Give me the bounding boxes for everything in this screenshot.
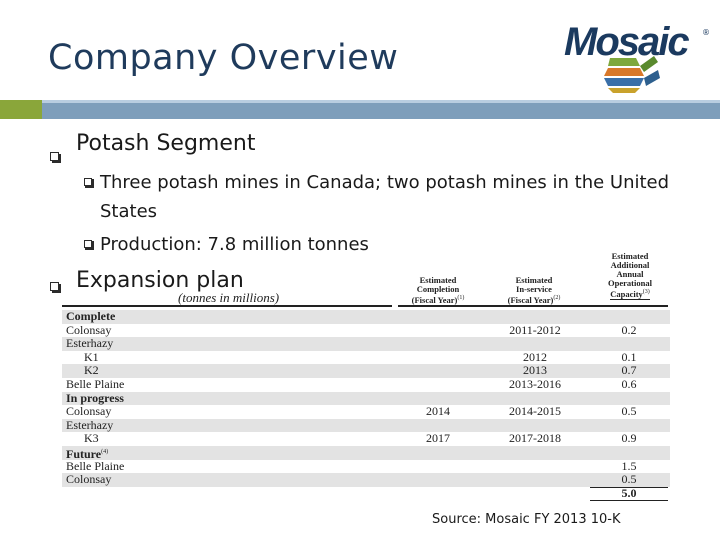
table-units-label: (tonnes in millions) (178, 290, 280, 305)
cell-in-service: 2013 (523, 363, 547, 378)
cell-project: Future$^{(4)}$ (66, 447, 109, 461)
table-row (62, 405, 670, 419)
cell-in-service: 2013-2016 (509, 377, 561, 391)
cell-capacity: 0.9 (621, 431, 637, 446)
cell-project: Esterhazy (66, 417, 114, 432)
table-row (62, 392, 670, 406)
sub-bullet-square-icon (84, 240, 92, 248)
bullet-square-icon (50, 152, 59, 161)
table-row (62, 432, 670, 446)
sub-bullet-square-icon (84, 178, 92, 186)
cell-project: K1 (84, 349, 99, 364)
cell-project: Esterhazy (66, 336, 114, 351)
cell-project: Colonsay (66, 322, 112, 337)
source-note: Source: Mosaic FY 2013 10-K (432, 512, 621, 527)
logo-registered-mark: ® (702, 28, 710, 37)
cell-in-service: 2014-2015 (509, 404, 561, 419)
cell-project: K3 (84, 431, 99, 446)
expansion-table (62, 252, 670, 512)
cell-project: Colonsay (66, 404, 112, 419)
bullet-expansion-plan: Expansion plan (76, 268, 244, 293)
cell-completion: 2017 (426, 431, 450, 446)
cell-project: K2 (84, 363, 99, 378)
cell-project: Belle Plaine (66, 377, 125, 391)
cell-capacity: 5.0 (621, 485, 637, 500)
table-row (62, 337, 670, 351)
cell-capacity: 1.5 (621, 458, 637, 473)
col-header-completion: Estimated Completion (Fiscal Year)$^{(1)}$ (411, 275, 465, 305)
total-bottom-rule (590, 500, 668, 501)
table-row (62, 310, 670, 324)
table-row (62, 460, 670, 474)
bullet-square-icon (50, 282, 59, 291)
table-row (62, 364, 670, 378)
cell-project: Belle Plaine (66, 458, 125, 473)
table-header-rule-right (398, 305, 668, 307)
cell-in-service: 2017-2018 (509, 431, 561, 446)
table-row (62, 378, 670, 392)
col-header-capacity: Estimated Additional Annual Operational Capacity$^{(3)}$ (608, 251, 652, 299)
cell-in-service: 2012 (523, 349, 547, 364)
slide-title: Company Overview (48, 38, 399, 78)
table-row (62, 446, 670, 460)
cell-capacity: 0.5 (621, 472, 637, 487)
table-header-rule (62, 305, 392, 307)
cell-footnote-mark: (4) (101, 449, 109, 455)
cell-capacity: 0.6 (621, 377, 637, 391)
cell-in-service: 2011-2012 (509, 322, 561, 337)
logo-wordmark: Mosaic (564, 20, 688, 64)
cell-completion: 2014 (426, 404, 450, 419)
table-row (62, 473, 670, 487)
sub-bullet-mines-line1: Three potash mines in Canada; two potash mines in the United (100, 172, 670, 193)
cell-capacity: 0.5 (621, 404, 637, 419)
cell-project: Complete (66, 309, 116, 323)
header-divider-bar (42, 100, 720, 119)
table-row (62, 419, 670, 433)
table-row (62, 351, 670, 365)
col-header-in-service: Estimated In-service (Fiscal Year)$^{(2)}$ (507, 275, 561, 305)
cell-capacity: 0.1 (621, 349, 637, 364)
cell-capacity: 0.2 (621, 322, 637, 337)
sub-bullet-mines-line2: States (100, 201, 158, 222)
cell-project: Colonsay (66, 472, 112, 487)
cell-capacity: 0.7 (621, 363, 637, 378)
bullet-potash-segment: Potash Segment (76, 131, 256, 156)
table-row (62, 324, 670, 338)
cell-project: In progress (66, 390, 124, 405)
mosaic-logo (562, 18, 712, 93)
sub-bullet-production: Production: 7.8 million tonnes (100, 234, 369, 255)
table-row (62, 487, 670, 501)
header-accent-bar (0, 100, 42, 119)
